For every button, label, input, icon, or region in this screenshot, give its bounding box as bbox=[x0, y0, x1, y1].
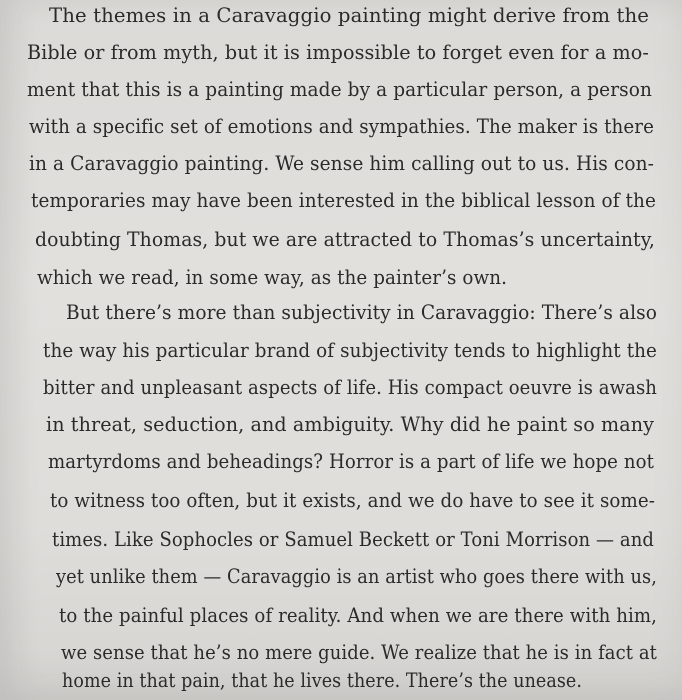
paragraph-1-line-2: Bible or from myth, but it is impossible to forget even for a mo- bbox=[27, 41, 649, 64]
paragraph-1-line-6: temporaries may have been interested in the biblical lesson of the bbox=[31, 189, 656, 212]
paragraph-2-line-7: times. Like Sophocles or Samuel Beckett or Toni Morrison — and bbox=[52, 528, 654, 551]
paragraph-2-line-9: to the painful places of reality. And when we are there with him, bbox=[59, 604, 657, 627]
paragraph-1-line-3: ment that this is a painting made by a particular person, a person bbox=[27, 78, 652, 101]
paragraph-2-line-5: martyrdoms and beheadings? Horror is a part of life we hope not bbox=[48, 450, 654, 473]
paragraph-1-line-5: in a Caravaggio painting. We sense him calling out to us. His con- bbox=[29, 152, 654, 175]
paragraph-2-line-10: we sense that he’s no mere guide. We realize that he is in fact at bbox=[61, 641, 657, 664]
paragraph-2-line-6: to witness too often, but it exists, and we do have to see it some- bbox=[50, 489, 655, 512]
paragraph-2-line-4: in threat, seduction, and ambiguity. Why did he paint so many bbox=[46, 413, 654, 436]
paragraph-2-line-11: home in that pain, that he lives there. There’s the unease. bbox=[62, 669, 582, 692]
paragraph-1-line-4: with a specific set of emotions and sympathies. The maker is there bbox=[29, 115, 654, 138]
paragraph-1-line-1: The themes in a Caravaggio painting might derive from the bbox=[49, 4, 649, 27]
paragraph-2-line-3: bitter and unpleasant aspects of life. His compact oeuvre is awash bbox=[43, 376, 657, 399]
paragraph-1-line-7: doubting Thomas, but we are attracted to Thomas’s uncertainty, bbox=[35, 228, 655, 251]
paragraph-2-line-1: But there’s more than subjectivity in Caravaggio: There’s also bbox=[66, 301, 657, 324]
paragraph-2-line-8: yet unlike them — Caravaggio is an artist who goes there with us, bbox=[56, 565, 657, 588]
paragraph-2-line-2: the way his particular brand of subjectivity tends to highlight the bbox=[43, 339, 657, 362]
paragraph-1-line-8: which we read, in some way, as the painter’s own. bbox=[37, 266, 507, 289]
